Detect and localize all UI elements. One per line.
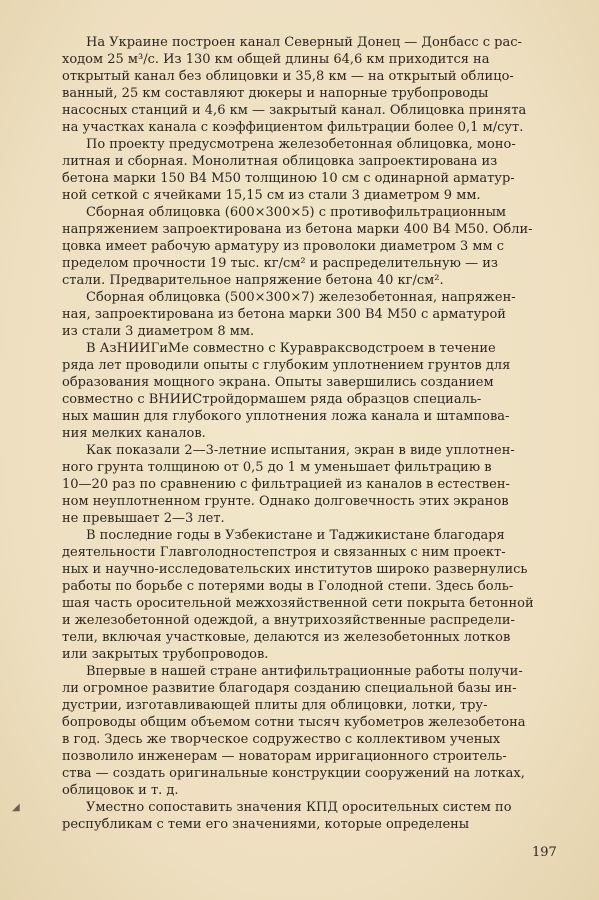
paragraph-3: Сборная облицовка (600×300×5) с противофильтрационным напряжением запроектирована из бетона марки 400 В4 М50. Обли- цовка имеет рабочую арматуру из проволоки диаметром 3 мм с пределом прочности 19 тыс. кг/см² и распределительную — из стали. Предварительное напряжение бетона 40 кг/см². (62, 205, 533, 288)
paragraph-2: По проекту предусмотрена железобетонная облицовка, моно- литная и сборная. Монолитная облицовка запроектирована из бетона марки 150 В4 М50 толщиною 10 см с одинарной арматур- ной сеткой с ячейками 15,15 см из стали 3 диаметром 9 мм. (62, 137, 516, 203)
paragraph-1: На Украине построен канал Северный Донец — Донбасс с рас- ходом 25 м³/с. Из 130 км общей длины 64,6 км приходится на открытый канал без облицовки и 35,8 км — на открытый облицо- ванный, 25 км составляют дюкеры и напорные трубопроводы насосных станций и 4,6 км — закрытый канал. Облицовка принята на участках канала с коэффициентом фильтрации более 0,1 м/сут. (62, 35, 527, 135)
page-number: 197 (532, 845, 557, 860)
paragraph-9: Уместно сопоставить значения КПД оросительных систем по республикам с теми его значениями, которые определены (62, 800, 512, 832)
margin-mark: ◢ (12, 802, 20, 813)
body-text (62, 34, 558, 833)
paragraph-6: Как показали 2—3-летние испытания, экран в виде уплотнен- ного грунта толщиною от 0,5 до 1 м уменьшает фильтрацию в 10—20 раз по сравнению с фильтрацией из каналов в естествен- ном неуплотненном грунте. Однако долговечность этих экранов не превышает 2—3 лет. (62, 443, 515, 526)
paragraph-7: В последние годы в Узбекистане и Таджикистане благодаря деятельности Главголодностепстроя и связанных с ним проект- ных и научно-исследовательских институтов широко развернулись работы по борьбе с потерями воды в Голодной степи. Здесь боль- шая часть оросительной межхозяйственной сети покрыта бетонной и железобетонной одеждой, а внутрихозяйственные распредели- тели, включая участковые, делаются из железобетонных лотков или закрытых трубопроводов. (62, 528, 534, 662)
paragraph-8: Впервые в нашей стране антифильтрационные работы получи- ли огромное развитие благодаря созданию специальной базы ин- дустрии, изготавливающей плиты для облицовки, лотки, тру- бопроводы общим объемом сотни тысяч кубометров железобетона в год. Здесь же творческое содружество с коллективом ученых позволило инженерам — новаторам ирригационного строитель- ства — создать оригинальные конструкции сооружений на лотках, облицовок и т. д. (62, 664, 526, 798)
paragraph-5: В АзНИИГиМе совместно с Куравраксводстроем в течение ряда лет проводили опыты с глубоким уплотнением грунтов для образования мощного экрана. Опыты завершились созданием совместно с ВНИИСтройдормашем ряда образцов специаль- ных машин для глубокого уплотнения ложа канала и штампова- ния мелких каналов. (62, 341, 511, 441)
paragraph-4: Сборная облицовка (500×300×7) железобетонная, напряжен- ная, запроектирована из бетона марки 300 В4 М50 с арматурой из стали 3 диаметром 8 мм. (62, 290, 516, 339)
